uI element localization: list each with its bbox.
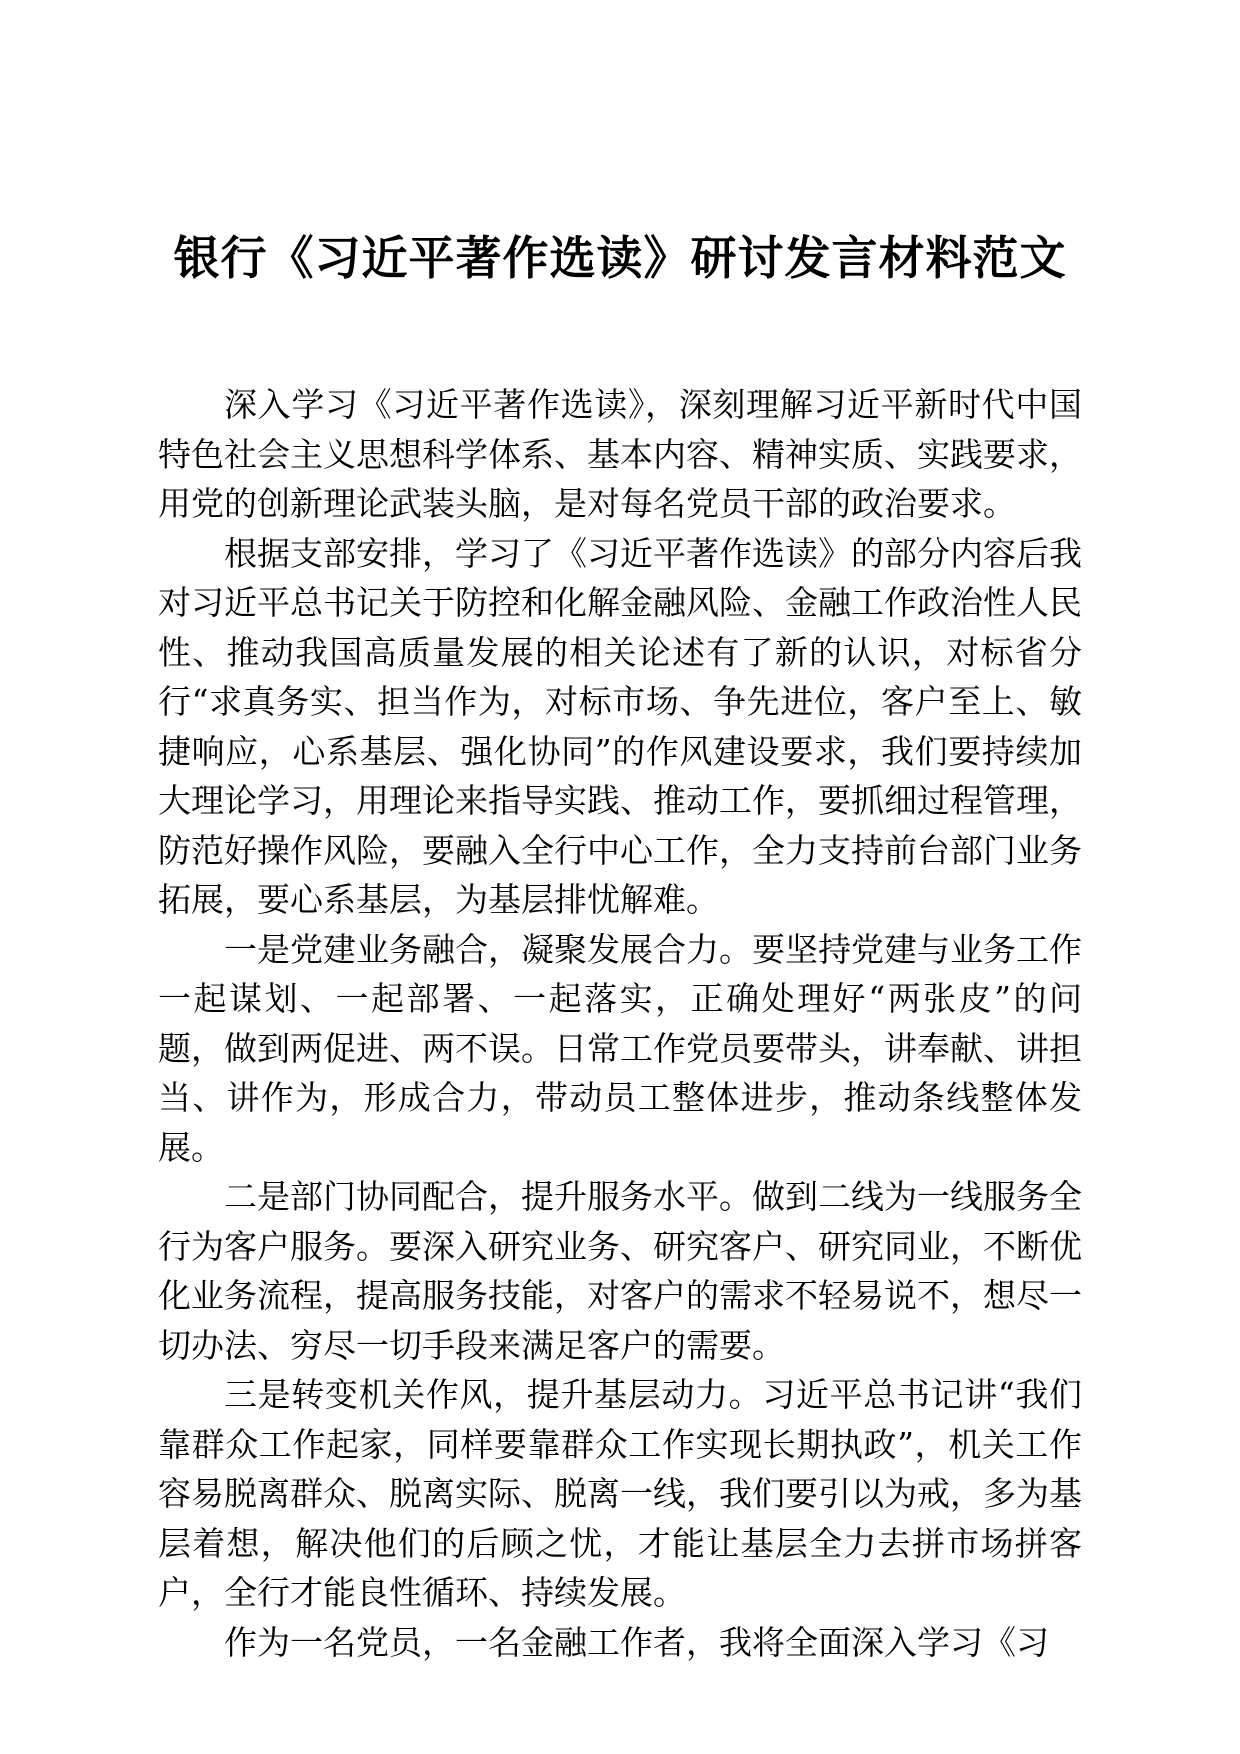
document-title: 银行《习近平著作选读》研讨发言材料范文 [173,231,1067,285]
paragraph-conclusion: 作为一名党员，一名金融工作者，我将全面深入学习《习 [224,1622,1049,1662]
paragraph-point-one: 一是党建业务融合，凝聚发展合力。要坚持党建与业务工作一起谋划、一起部署、一起落实，正确处理好“两张皮”的问题，做到两促进、两不误。日常工作党员要带头，讲奉献、讲担当、讲作为，形成合力，带动员工整体进步，推动条线整体发展。 [158,929,1082,1167]
paragraph-point-two: 二是部门协同配合，提升服务水平。做到二线为一线服务全行为客户服务。要深入研究业务、研究客户、研究同业，不断优化业务流程，提高服务技能，对客户的需求不轻易说不，想尽一切办法、穷尽一切手段来满足客户的需要。 [158,1177,1082,1365]
paragraph-study-summary: 根据支部安排，学习了《习近平著作选读》的部分内容后我对习近平总书记关于防控和化解金融风险、金融工作政治性人民性、推动我国高质量发展的相关论述有了新的认识，对标省分行“求真务实、担当作为，对标市场、争先进位，客户至上、敏捷响应，心系基层、强化协同”的作风建设要求，我们要持续加大理论学习，用理论来指导实践、推动工作，要抓细过程管理，防范好操作风险，要融入全行中心工作，全力支持前台部门业务拓展，要心系基层，为基层排忧解难。 [158,533,1082,919]
paragraph-intro: 深入学习《习近平著作选读》，深刻理解习近平新时代中国特色社会主义思想科学体系、基本内容、精神实质、实践要求，用党的创新理论武装头脑，是对每名党员干部的政治要求。 [158,385,1082,523]
document-body [158,380,1082,1667]
paragraph-point-three: 三是转变机关作风，提升基层动力。习近平总书记讲“我们靠群众工作起家，同样要靠群众工作实现长期执政”，机关工作容易脱离群众、脱离实际、脱离一线，我们要引以为戒，多为基层着想，解决他们的后顾之忧，才能让基层全力去拼市场拼客户，全行才能良性循环、持续发展。 [158,1375,1082,1612]
